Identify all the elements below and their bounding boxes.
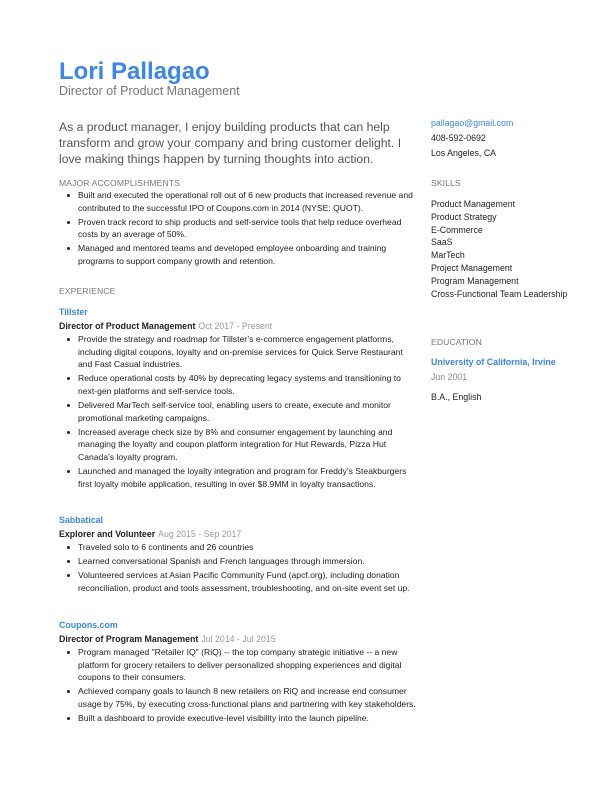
contact-section [431,118,513,158]
education-date: Jun 2001 [431,372,468,382]
job-bullet: Built a dashboard to provide executive-level visibility into the launch pipeline. [59,712,419,725]
education-heading: EDUCATION [431,337,482,347]
candidate-name: Lori Pallagao [59,58,210,85]
job-bullet: Provide the strategy and roadmap for Tillster’s e-commerce engagement platforms, including digital coupons, loyalty and on-premise services for Quick Serve Restaurant and Fast Casual industries. [59,333,419,371]
candidate-title: Director of Product Management [59,84,240,98]
job-tillster [59,307,419,492]
accomplishment-item: Built and executed the operational roll out of 6 new products that increased revenue and contributed to the successful IPO of Coupons.com in 2014 (NYSE: QUOT). [59,189,419,214]
job-role-line [59,321,419,331]
job-bullet: Learned conversational Spanish and French languages through immersion. [59,555,419,568]
job-bullets [59,646,419,725]
accomplishment-item: Proven track record to ship products and self-service tools that help reduce overhead costs by an average of 50%. [59,216,419,241]
skill-item: Product Management [431,199,516,209]
skills-section [431,178,567,300]
job-bullet: Traveled solo to 6 continents and 26 countries [59,541,419,554]
job-bullet: Launched and managed the loyalty integration and program for Freddy's Steakburgers first loyalty mobile application, resulting in over $8.9MM in loyalty transactions. [59,465,419,490]
skills-list [431,198,567,300]
accomplishments-section [59,178,419,269]
job-role-line [59,529,419,539]
job-bullets [59,333,419,490]
job-dates: Jul 2014 - Jul 2015 [201,634,276,644]
job-role: Director of Product Management [59,321,196,331]
email-link[interactable]: pallagao@gmail.com [431,118,514,128]
location: Los Angeles, CA [431,148,497,158]
job-bullets [59,541,419,594]
skills-heading: SKILLS [431,178,461,188]
skill-item: Program Management [431,275,519,286]
job-bullet: Program managed "Retailer IQ" (RiQ) -- the top company strategic initiative -- a new platform for grocery retailers to deliver personalized shopping experiences and digital coupons to their consumers. [59,646,419,684]
degree: B.A., English [431,392,482,402]
company-name: Coupons.com [59,620,118,630]
skill-item: Cross-Functional Team Leadership [431,288,568,299]
school-name: University of California, Irvine [431,357,556,367]
skill-item: Product Strategy [431,211,497,222]
accomplishment-item: Managed and mentored teams and developed employee onboarding and training programs to support company growth and retention. [59,242,419,267]
job-dates: Oct 2017 - Present [198,321,273,331]
job-bullet: Achieved company goals to launch 8 new retailers on RiQ and increase end consumer usage by 75%, by executing cross-functional plans and partnering with key stakeholders. [59,685,419,710]
education-section [431,337,556,402]
job-role: Explorer and Volunteer [59,529,156,539]
job-sabbatical [59,515,419,596]
summary: As a product manager, I enjoy building products that can help transform and grow your company and bring customer delight. I love making things happen by turning thoughts into action. [59,120,402,166]
job-role: Director of Program Management [59,634,199,644]
job-bullet: Reduce operational costs by 40% by deprecating legacy systems and transitioning to next-gen platforms and self-service tools. [59,372,419,397]
skill-item: SaaS [431,237,453,248]
job-bullet: Volunteered services at Asian Pacific Community Fund (apcf.org), including donation reconciliation, product and tools assessment, troubleshooting, and on-site event set up. [59,569,419,594]
job-role-line [59,634,419,644]
skill-item: E-Commerce [431,224,483,235]
skill-item: Project Management [431,262,513,273]
phone: 408-592-0692 [431,133,486,143]
job-bullet: Delivered MarTech self-service tool, enabling users to create, execute and monitor promotional marketing campaigns. [59,399,419,424]
job-dates: Aug 2015 - Sep 2017 [158,529,242,539]
company-name: Tillster [59,307,88,317]
company-name: Sabbatical [59,515,104,525]
accomplishments-list [59,189,419,268]
accomplishments-heading: MAJOR ACCOMPLISHMENTS [59,178,180,188]
skill-item: MarTech [431,250,465,261]
job-bullet: Increased average check size by 8% and consumer engagement by launching and managing the loyalty and coupon platform integration for Hut Rewards, Pizza Hut Canada's loyalty program. [59,426,419,464]
job-coupons [59,620,419,726]
experience-heading: EXPERIENCE [59,286,116,296]
